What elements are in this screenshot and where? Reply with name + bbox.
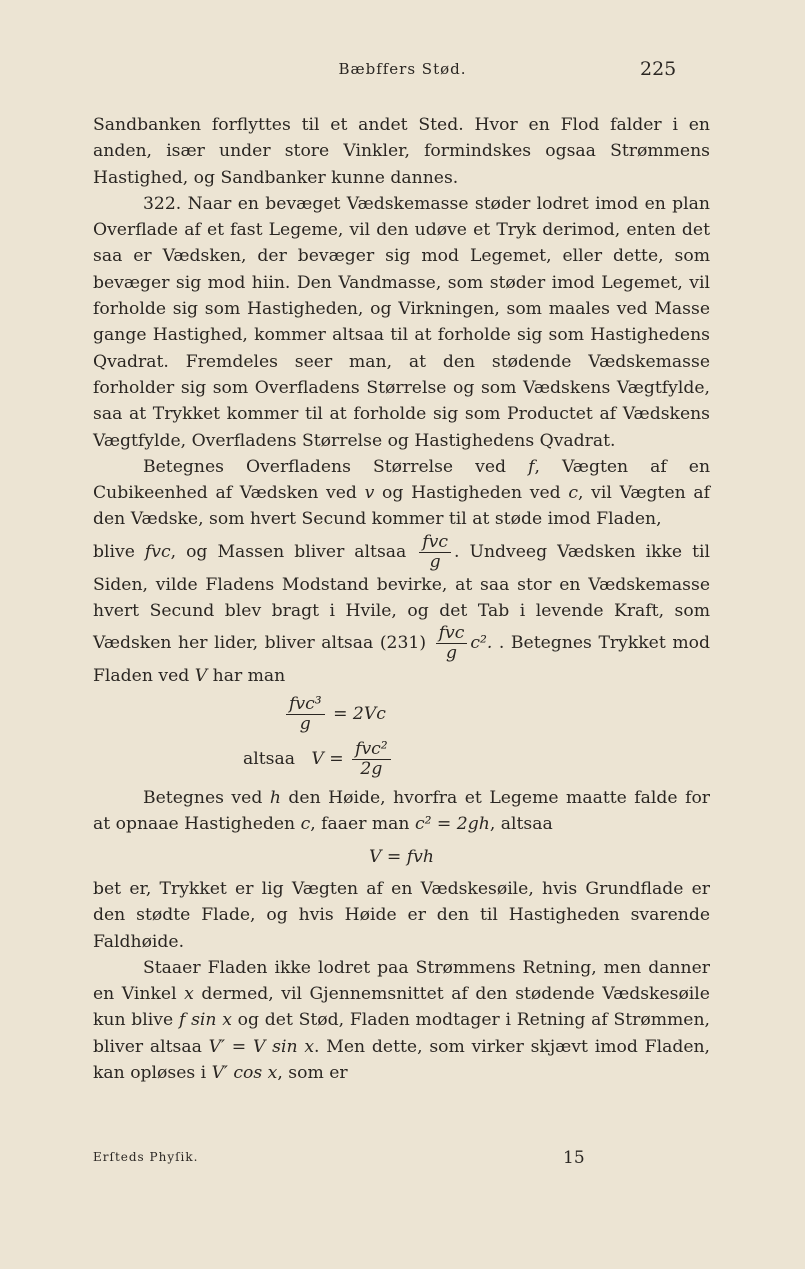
paragraph: blive fvc, og Massen bliver altsaa $\frac{\text{fvc}}{g}$ . Undveeg Vædsken ikke til Siden, vilde Fladens Modstand bevirke, at saa stor en Vædskemasse hvert Secund blev bragt i Hvile, og det Tab i levende Kraft, som Vædsken her lider, bliver altsaa (231) $\frac{\text{fvc}}{g}$ c². . Betegnes Trykket mod Fladen ved V har man [93, 531, 710, 687]
footer-book-title: Erſteds Phyſik. [93, 1150, 199, 1164]
body-text [93, 112, 710, 1086]
equation: altsaa V = $\frac{\text{fvc²}}{2g}$ [243, 740, 710, 779]
paragraph: bet er, Trykket er lig Vægten af en Vædskesøile, hvis Grundflade er den stødte Flade, og hvis Høide er den til Hastigheden svarende Faldhøide. [93, 878, 710, 952]
signature-mark: 15 [563, 1148, 585, 1168]
equation: $\frac{\text{fvc³}}{g}$ = 2Vc [283, 695, 710, 734]
paragraph: Betegnes ved h den Høide, hvorfra et Legeme maatte falde for at opnaae Hastigheden c, faaer man c² = 2gh, altsaa [93, 788, 711, 835]
paragraph: Staaer Fladen ikke lodret paa Strømmens Retning, men danner en Vinkel x dermed, vil Gjennemsnittet af den stødende Vædskesøile kun blive f sin x og det Stød, Fladen modtager i Retning af Strømmen, bliver altsaa V′ = V sin x. Men dette, som virker skjævt imod Fladen, kan opløses i V′ cos x, som er [93, 957, 711, 1083]
running-header: Bæbffers Stød. [338, 60, 467, 78]
paragraph: Sandbanken forflyttes til et andet Sted. Hvor en Flod falder i en anden, især under store Vinkler, formindskes ogsaa Strømmens Hastighed, og Sandbanker kunne dannes. [93, 115, 710, 188]
paragraph: 322. Naar en bevæget Vædskemasse støder lodret imod en plan Overflade af et fast Legeme, vil den udøve et Tryk derimod, enten det saa er Vædsken, der bevæger sig mod Legemet, eller dette, som bevæger sig mod hiin. Den Vandmasse, som støder imod Legemet, vil forholde sig som Hastigheden, og Virkningen, som maales ved Masse gange Hastighed, kommer altsaa til at forholde sig som Hastighedens Qvadrat. Fremdeles seer man, at den stødende Vædskemasse forholder sig som Overfladens Størrelse og som Vædskens Vægtfylde, saa at Trykket kommer til at forholde sig som Productet af Vædskens Vægtfylde, Overfladens Størrelse og Hastighedens Qvadrat. [93, 193, 710, 451]
equation: V = fvh [369, 846, 434, 867]
fraction: $\frac{\text{fvc}}{g}$ [436, 624, 468, 663]
paragraph: Betegnes Overfladens Størrelse ved f, Vægten af en Cubikeenhed af Vædsken ved v og Hastigheden ved c, vil Vægten af den Vædske, som hvert Secund kommer til at støde imod Fladen, [93, 456, 711, 530]
page-number: 225 [640, 58, 677, 80]
fraction: $\frac{\text{fvc}}{g}$ [419, 533, 451, 572]
